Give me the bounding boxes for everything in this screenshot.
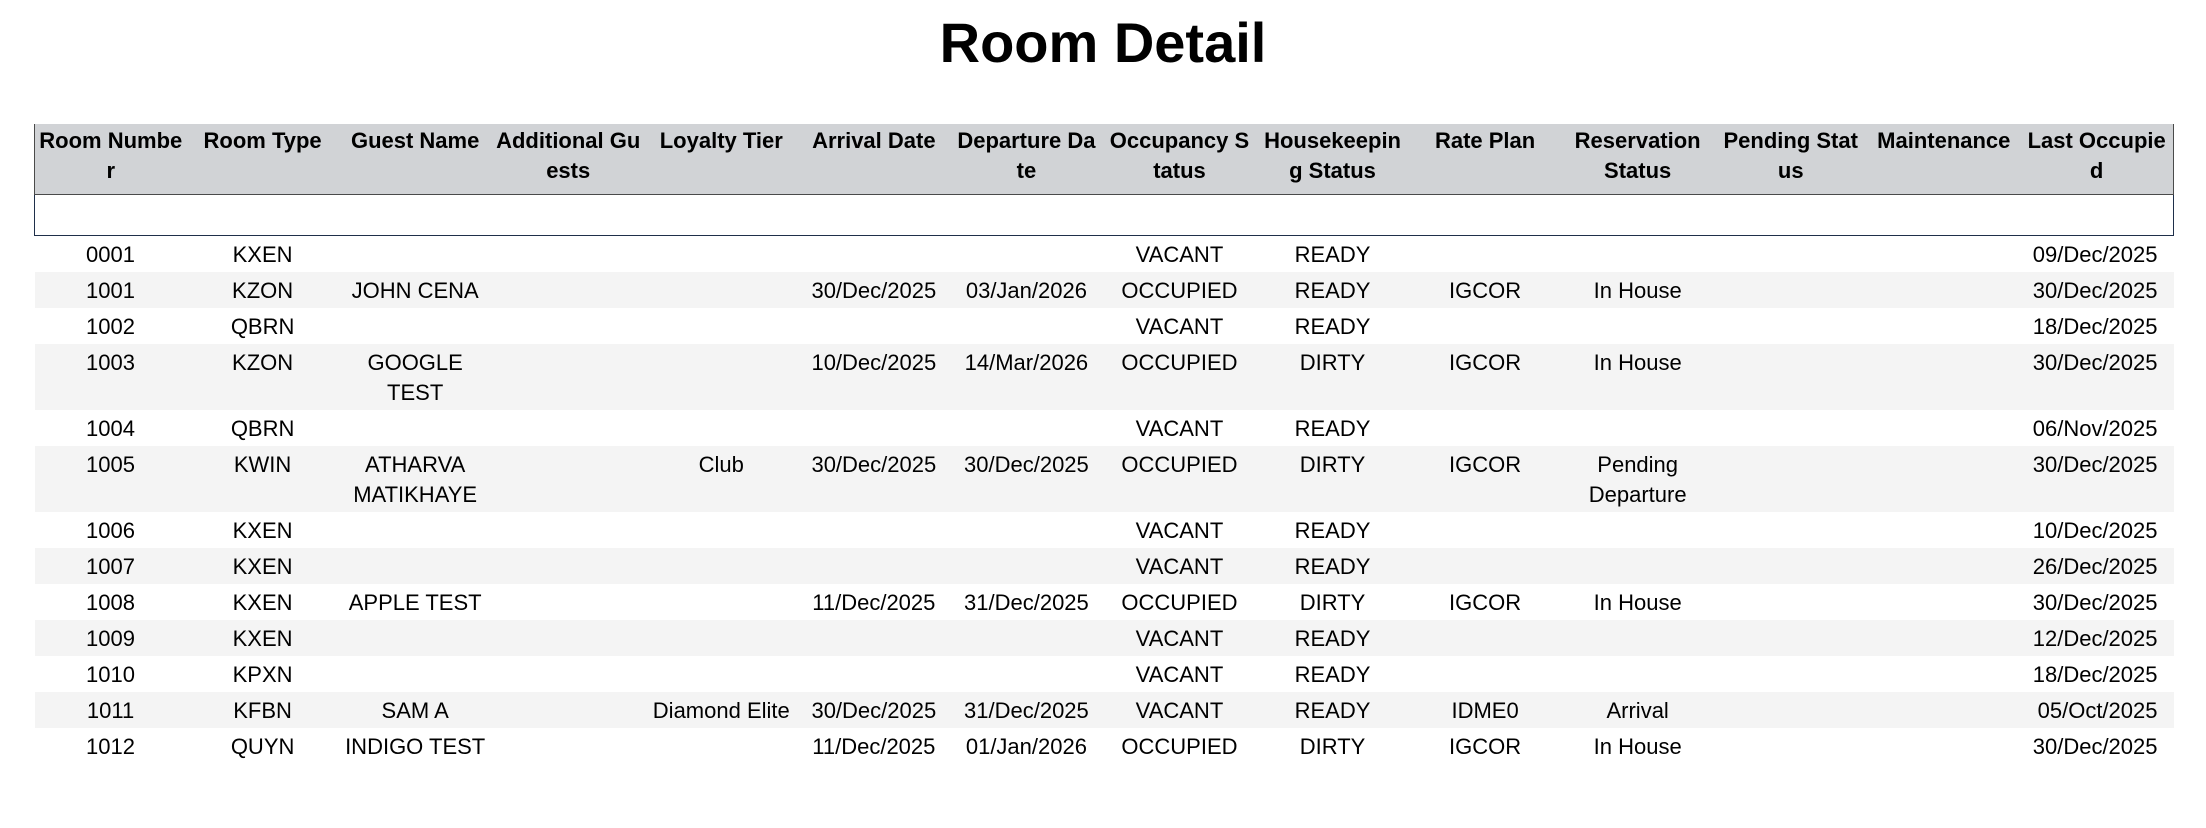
cell-occupancy-status: VACANT	[1103, 236, 1256, 273]
table-band	[35, 195, 2174, 236]
cell-maintenance	[1867, 620, 2020, 656]
cell-loyalty-tier	[645, 308, 798, 344]
cell-rate-plan: IGCOR	[1409, 344, 1561, 410]
cell-housekeeping-status: DIRTY	[1256, 344, 1409, 410]
cell-maintenance	[1867, 410, 2020, 446]
cell-guest-name: INDIGO TEST	[339, 728, 492, 764]
cell-arrival-date	[798, 308, 950, 344]
cell-rate-plan	[1409, 236, 1561, 273]
cell-room-number: 1007	[35, 548, 187, 584]
cell-reservation-status: In House	[1561, 344, 1714, 410]
cell-guest-name	[339, 548, 492, 584]
cell-additional-guests	[492, 308, 645, 344]
cell-departure-date	[950, 236, 1103, 273]
cell-maintenance	[1867, 236, 2020, 273]
cell-rate-plan: IGCOR	[1409, 728, 1561, 764]
cell-arrival-date	[798, 548, 950, 584]
cell-rate-plan	[1409, 620, 1561, 656]
cell-pending-status	[1714, 584, 1867, 620]
cell-arrival-date: 30/Dec/2025	[798, 446, 950, 512]
cell-additional-guests	[492, 656, 645, 692]
cell-guest-name: SAM A	[339, 692, 492, 728]
cell-room-number: 1009	[35, 620, 187, 656]
cell-last-occupied: 18/Dec/2025	[2020, 308, 2173, 344]
cell-guest-name: ATHARVA MATIKHAYE	[339, 446, 492, 512]
cell-additional-guests	[492, 620, 645, 656]
cell-room-type: KFBN	[187, 692, 339, 728]
cell-guest-name	[339, 308, 492, 344]
cell-pending-status	[1714, 410, 1867, 446]
cell-pending-status	[1714, 344, 1867, 410]
cell-last-occupied: 30/Dec/2025	[2020, 344, 2173, 410]
cell-housekeeping-status: READY	[1256, 272, 1409, 308]
cell-occupancy-status: VACANT	[1103, 692, 1256, 728]
cell-occupancy-status: VACANT	[1103, 548, 1256, 584]
cell-departure-date: 31/Dec/2025	[950, 584, 1103, 620]
cell-arrival-date	[798, 410, 950, 446]
cell-loyalty-tier	[645, 410, 798, 446]
column-header-last-occupied: Last Occupied	[2020, 124, 2173, 195]
cell-housekeeping-status: READY	[1256, 308, 1409, 344]
cell-last-occupied: 05/Oct/2025	[2020, 692, 2173, 728]
table-header	[35, 124, 2174, 195]
cell-guest-name: JOHN CENA	[339, 272, 492, 308]
cell-room-number: 1010	[35, 656, 187, 692]
cell-pending-status	[1714, 272, 1867, 308]
cell-housekeeping-status: READY	[1256, 512, 1409, 548]
cell-departure-date: 31/Dec/2025	[950, 692, 1103, 728]
cell-additional-guests	[492, 512, 645, 548]
cell-guest-name	[339, 410, 492, 446]
cell-additional-guests	[492, 728, 645, 764]
cell-rate-plan: IDME0	[1409, 692, 1561, 728]
cell-reservation-status	[1561, 620, 1714, 656]
cell-room-type: KZON	[187, 344, 339, 410]
cell-housekeeping-status: READY	[1256, 236, 1409, 273]
column-header-pending-status: Pending Status	[1714, 124, 1867, 195]
cell-reservation-status	[1561, 656, 1714, 692]
cell-occupancy-status: OCCUPIED	[1103, 728, 1256, 764]
table-header-row	[35, 124, 2174, 195]
table-row	[35, 308, 2174, 344]
cell-last-occupied: 30/Dec/2025	[2020, 584, 2173, 620]
cell-maintenance	[1867, 584, 2020, 620]
cell-reservation-status: In House	[1561, 728, 1714, 764]
cell-room-type: KXEN	[187, 548, 339, 584]
room-detail-table	[34, 124, 2174, 764]
column-header-departure-date: Departure Date	[950, 124, 1103, 195]
cell-departure-date	[950, 620, 1103, 656]
cell-departure-date: 03/Jan/2026	[950, 272, 1103, 308]
cell-occupancy-status: OCCUPIED	[1103, 446, 1256, 512]
cell-rate-plan: IGCOR	[1409, 584, 1561, 620]
cell-reservation-status	[1561, 236, 1714, 273]
cell-guest-name: GOOGLE TEST	[339, 344, 492, 410]
cell-room-type: QBRN	[187, 308, 339, 344]
column-header-rate-plan: Rate Plan	[1409, 124, 1561, 195]
cell-departure-date	[950, 656, 1103, 692]
cell-housekeeping-status: READY	[1256, 692, 1409, 728]
cell-housekeeping-status: READY	[1256, 620, 1409, 656]
cell-arrival-date: 10/Dec/2025	[798, 344, 950, 410]
cell-room-number: 1003	[35, 344, 187, 410]
table-row	[35, 236, 2174, 273]
cell-loyalty-tier: Club	[645, 446, 798, 512]
cell-guest-name	[339, 656, 492, 692]
cell-additional-guests	[492, 692, 645, 728]
column-header-room-type: Room Type	[187, 124, 339, 195]
cell-additional-guests	[492, 236, 645, 273]
table-row	[35, 512, 2174, 548]
column-header-loyalty-tier: Loyalty Tier	[645, 124, 798, 195]
cell-guest-name	[339, 620, 492, 656]
table-row	[35, 446, 2174, 512]
table-row	[35, 272, 2174, 308]
table-row	[35, 584, 2174, 620]
cell-loyalty-tier	[645, 620, 798, 656]
cell-last-occupied: 26/Dec/2025	[2020, 548, 2173, 584]
cell-room-number: 1011	[35, 692, 187, 728]
cell-arrival-date	[798, 620, 950, 656]
cell-room-number: 1006	[35, 512, 187, 548]
cell-maintenance	[1867, 308, 2020, 344]
cell-room-type: KXEN	[187, 584, 339, 620]
table-row	[35, 656, 2174, 692]
cell-departure-date	[950, 308, 1103, 344]
cell-arrival-date: 30/Dec/2025	[798, 692, 950, 728]
cell-arrival-date	[798, 656, 950, 692]
cell-housekeeping-status: READY	[1256, 656, 1409, 692]
cell-loyalty-tier	[645, 236, 798, 273]
cell-rate-plan	[1409, 308, 1561, 344]
cell-departure-date	[950, 548, 1103, 584]
table-row	[35, 692, 2174, 728]
cell-housekeeping-status: READY	[1256, 548, 1409, 584]
cell-loyalty-tier	[645, 584, 798, 620]
cell-reservation-status	[1561, 548, 1714, 584]
cell-loyalty-tier	[645, 548, 798, 584]
column-header-maintenance: Maintenance	[1867, 124, 2020, 195]
cell-loyalty-tier: Diamond Elite	[645, 692, 798, 728]
cell-room-number: 1012	[35, 728, 187, 764]
cell-occupancy-status: OCCUPIED	[1103, 584, 1256, 620]
cell-arrival-date	[798, 512, 950, 548]
cell-last-occupied: 18/Dec/2025	[2020, 656, 2173, 692]
cell-pending-status	[1714, 692, 1867, 728]
cell-rate-plan	[1409, 410, 1561, 446]
table-band-label: Room Detail	[35, 195, 2174, 236]
cell-arrival-date	[798, 236, 950, 273]
cell-pending-status	[1714, 236, 1867, 273]
cell-pending-status	[1714, 620, 1867, 656]
cell-last-occupied: 30/Dec/2025	[2020, 272, 2173, 308]
cell-occupancy-status: OCCUPIED	[1103, 344, 1256, 410]
cell-additional-guests	[492, 344, 645, 410]
cell-rate-plan: IGCOR	[1409, 446, 1561, 512]
table-row	[35, 620, 2174, 656]
cell-reservation-status: In House	[1561, 584, 1714, 620]
cell-guest-name	[339, 512, 492, 548]
cell-loyalty-tier	[645, 728, 798, 764]
cell-housekeeping-status: READY	[1256, 410, 1409, 446]
column-header-occupancy-status: Occupancy Status	[1103, 124, 1256, 195]
cell-reservation-status: Arrival	[1561, 692, 1714, 728]
cell-occupancy-status: VACANT	[1103, 512, 1256, 548]
cell-guest-name: APPLE TEST	[339, 584, 492, 620]
cell-room-type: KXEN	[187, 512, 339, 548]
cell-room-type: QBRN	[187, 410, 339, 446]
cell-housekeeping-status: DIRTY	[1256, 584, 1409, 620]
cell-reservation-status: In House	[1561, 272, 1714, 308]
cell-departure-date	[950, 512, 1103, 548]
cell-pending-status	[1714, 308, 1867, 344]
cell-guest-name	[339, 236, 492, 273]
cell-room-number: 1001	[35, 272, 187, 308]
cell-last-occupied: 12/Dec/2025	[2020, 620, 2173, 656]
table-row	[35, 344, 2174, 410]
table-row	[35, 410, 2174, 446]
cell-last-occupied: 06/Nov/2025	[2020, 410, 2173, 446]
cell-room-type: KXEN	[187, 236, 339, 273]
cell-loyalty-tier	[645, 272, 798, 308]
cell-occupancy-status: VACANT	[1103, 656, 1256, 692]
cell-last-occupied: 10/Dec/2025	[2020, 512, 2173, 548]
cell-maintenance	[1867, 692, 2020, 728]
cell-reservation-status	[1561, 512, 1714, 548]
table-body	[35, 236, 2174, 765]
cell-occupancy-status: VACANT	[1103, 410, 1256, 446]
cell-housekeeping-status: DIRTY	[1256, 446, 1409, 512]
cell-arrival-date: 30/Dec/2025	[798, 272, 950, 308]
cell-maintenance	[1867, 344, 2020, 410]
cell-additional-guests	[492, 548, 645, 584]
cell-last-occupied: 30/Dec/2025	[2020, 728, 2173, 764]
cell-rate-plan	[1409, 548, 1561, 584]
cell-additional-guests	[492, 410, 645, 446]
cell-loyalty-tier	[645, 656, 798, 692]
cell-room-number: 1008	[35, 584, 187, 620]
cell-maintenance	[1867, 446, 2020, 512]
cell-room-type: KPXN	[187, 656, 339, 692]
cell-maintenance	[1867, 656, 2020, 692]
cell-reservation-status	[1561, 308, 1714, 344]
cell-room-type: KZON	[187, 272, 339, 308]
cell-pending-status	[1714, 548, 1867, 584]
cell-pending-status	[1714, 446, 1867, 512]
cell-maintenance	[1867, 548, 2020, 584]
cell-loyalty-tier	[645, 512, 798, 548]
cell-room-number: 1002	[35, 308, 187, 344]
cell-departure-date: 14/Mar/2026	[950, 344, 1103, 410]
cell-rate-plan	[1409, 656, 1561, 692]
cell-pending-status	[1714, 728, 1867, 764]
column-header-arrival-date: Arrival Date	[798, 124, 950, 195]
cell-rate-plan	[1409, 512, 1561, 548]
cell-maintenance	[1867, 728, 2020, 764]
page-title: Room Detail	[939, 11, 1267, 74]
cell-arrival-date: 11/Dec/2025	[798, 584, 950, 620]
cell-occupancy-status: VACANT	[1103, 308, 1256, 344]
cell-rate-plan: IGCOR	[1409, 272, 1561, 308]
cell-departure-date: 30/Dec/2025	[950, 446, 1103, 512]
cell-last-occupied: 30/Dec/2025	[2020, 446, 2173, 512]
cell-room-type: QUYN	[187, 728, 339, 764]
cell-room-number: 1004	[35, 410, 187, 446]
column-header-room-number: Room Number	[35, 124, 187, 195]
table-row	[35, 548, 2174, 584]
cell-additional-guests	[492, 584, 645, 620]
cell-room-type: KWIN	[187, 446, 339, 512]
table-band-row	[35, 195, 2174, 236]
cell-departure-date: 01/Jan/2026	[950, 728, 1103, 764]
cell-pending-status	[1714, 656, 1867, 692]
cell-arrival-date: 11/Dec/2025	[798, 728, 950, 764]
cell-housekeeping-status: DIRTY	[1256, 728, 1409, 764]
cell-maintenance	[1867, 272, 2020, 308]
cell-pending-status	[1714, 512, 1867, 548]
cell-room-type: KXEN	[187, 620, 339, 656]
column-header-additional-guests: Additional Guests	[492, 124, 645, 195]
cell-occupancy-status: OCCUPIED	[1103, 272, 1256, 308]
cell-maintenance	[1867, 512, 2020, 548]
cell-room-number: 0001	[35, 236, 187, 273]
column-header-housekeeping-status: Housekeeping Status	[1256, 124, 1409, 195]
column-header-guest-name: Guest Name	[339, 124, 492, 195]
cell-departure-date	[950, 410, 1103, 446]
cell-last-occupied: 09/Dec/2025	[2020, 236, 2173, 273]
table-row	[35, 728, 2174, 764]
column-header-reservation-status: Reservation Status	[1561, 124, 1714, 195]
cell-additional-guests	[492, 446, 645, 512]
cell-room-number: 1005	[35, 446, 187, 512]
cell-reservation-status: Pending Departure	[1561, 446, 1714, 512]
cell-occupancy-status: VACANT	[1103, 620, 1256, 656]
cell-reservation-status	[1561, 410, 1714, 446]
cell-loyalty-tier	[645, 344, 798, 410]
cell-additional-guests	[492, 272, 645, 308]
